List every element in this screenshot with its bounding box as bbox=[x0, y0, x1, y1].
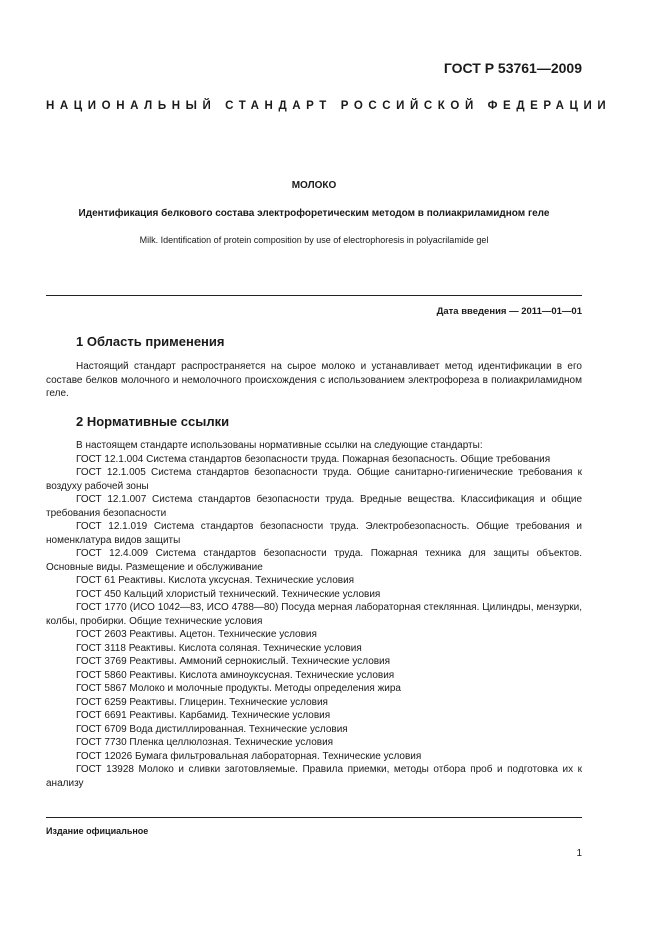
reference-item: ГОСТ 6259 Реактивы. Глицерин. Технические условия bbox=[76, 696, 328, 708]
reference-item: ГОСТ 6691 Реактивы. Карбамид. Технические условия bbox=[76, 710, 331, 721]
reference-item: ГОСТ 61 Реактивы. Кислота уксусная. Технические условия bbox=[76, 575, 355, 586]
reference-item: ГОСТ 2603 Реактивы. Ацетон. Технические условия bbox=[76, 629, 317, 640]
document-subtitle: Идентификация белкового состава электрофоретическим методом в полиакриламидном геле bbox=[78, 208, 550, 219]
scope-paragraph: Настоящий стандарт распространяется на сырое молоко и устанавливает метод идентификации в его составе белков молочного и немолочного происхождения с использованием электрофореза в полиакриламидном геле. bbox=[46, 361, 582, 399]
doc-number: ГОСТ Р 53761—2009 bbox=[443, 60, 582, 76]
reference-item: ГОСТ 13928 Молоко и сливки заготовляемые. Правила приемки, методы отбора проб и подготовка их к анализу bbox=[46, 764, 582, 789]
reference-item: ГОСТ 1770 (ИСО 1042—83, ИСО 4788—80) Посуда мерная лабораторная стеклянная. Цилиндры, мензурки, колбы, пробирки. Общие технические условия bbox=[46, 602, 582, 627]
section-heading-scope: 1 Область применения bbox=[76, 334, 225, 349]
reference-item: ГОСТ 6709 Вода дистиллированная. Технические условия bbox=[76, 723, 348, 735]
reference-item: ГОСТ 5867 Молоко и молочные продукты. Методы определения жира bbox=[76, 683, 401, 694]
reference-item: ГОСТ 7730 Пленка целлюлозная. Технические условия bbox=[76, 737, 334, 748]
reference-item: ГОСТ 450 Кальций хлористый технический. Технические условия bbox=[76, 588, 381, 600]
reference-item: ГОСТ 12.1.005 Система стандартов безопасности труда. Общие санитарно-гигиенические требования к воздуху рабочей зоны bbox=[46, 467, 582, 492]
reference-item: ГОСТ 12.4.009 Система стандартов безопасности труда. Пожарная техника для защиты объектов. Основные виды. Размещение и обслуживание bbox=[46, 548, 582, 573]
official-edition-label: Издание официальное bbox=[46, 826, 149, 836]
reference-item: ГОСТ 12026 Бумага фильтровальная лабораторная. Технические условия bbox=[76, 750, 422, 762]
reference-item: ГОСТ 12.1.004 Система стандартов безопасности труда. Пожарная безопасность. Общие требования bbox=[76, 453, 551, 465]
section-heading-references: 2 Нормативные ссылки bbox=[76, 414, 230, 429]
reference-item: ГОСТ 5860 Реактивы. Кислота аминоуксусная. Технические условия bbox=[76, 669, 395, 681]
references-intro: В настоящем стандарте использованы нормативные ссылки на следующие стандарты: bbox=[76, 440, 483, 451]
reference-item: ГОСТ 12.1.019 Система стандартов безопасности труда. Электробезопасность. Общие требования и номенклатура видов защиты bbox=[46, 521, 582, 546]
introduction-date: Дата введения — 2011—01—01 bbox=[436, 306, 582, 317]
page-number: 1 bbox=[576, 848, 582, 859]
document-title: МОЛОКО bbox=[291, 180, 337, 191]
reference-item: ГОСТ 3769 Реактивы. Аммоний сернокислый. Технические условия bbox=[76, 656, 391, 667]
reference-item: ГОСТ 3118 Реактивы. Кислота соляная. Технические условия bbox=[76, 642, 362, 654]
footer-divider bbox=[46, 817, 582, 818]
reference-item: ГОСТ 12.1.007 Система стандартов безопасности труда. Вредные вещества. Классификация и общие требования безопасности bbox=[46, 494, 582, 519]
national-standard-banner: НАЦИОНАЛЬНЫЙ СТАНДАРТ РОССИЙСКОЙ ФЕДЕРАЦИИ bbox=[46, 100, 612, 112]
english-title: Milk. Identification of protein composition by use of electrophoresis in polyacrilamide gel bbox=[139, 235, 489, 245]
section-scope-text bbox=[46, 360, 582, 401]
divider bbox=[46, 295, 582, 296]
references-list bbox=[46, 439, 582, 790]
